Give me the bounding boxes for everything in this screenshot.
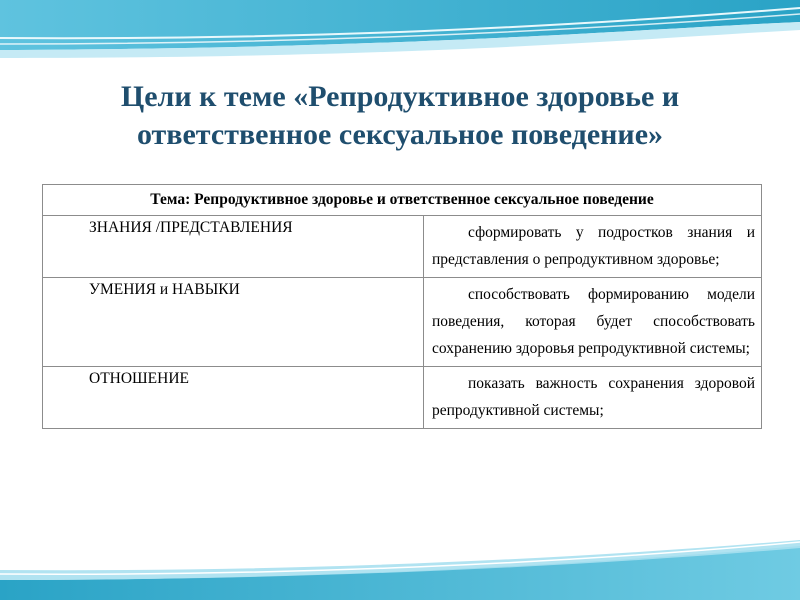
- goals-table: [42, 184, 762, 429]
- category-cell: ЗНАНИЯ /ПРЕДСТАВЛЕНИЯ: [43, 216, 424, 278]
- decorative-bottom-wave: [0, 540, 800, 600]
- goal-text: способствовать формированию модели поведения, которая будет способствовать сохранению здоровья репродуктивной системы;: [432, 286, 755, 357]
- category-cell: ОТНОШЕНИЕ: [43, 367, 424, 429]
- goal-cell: [424, 367, 762, 429]
- goal-cell: [424, 278, 762, 367]
- table-header: Тема: Репродуктивное здоровье и ответственное сексуальное поведение: [43, 185, 762, 216]
- goal-cell: [424, 216, 762, 278]
- table-header-row: [43, 185, 762, 216]
- decorative-top-wave: [0, 0, 800, 70]
- table-row: [43, 216, 762, 278]
- table-row: [43, 367, 762, 429]
- goal-text: показать важность сохранения здоровой репродуктивной системы;: [432, 375, 755, 419]
- page-title: Цели к теме «Репродуктивное здоровье и ответственное сексуальное поведение»: [120, 80, 680, 151]
- category-cell: УМЕНИЯ и НАВЫКИ: [43, 278, 424, 367]
- goal-text: сформировать у подростков знания и представления о репродуктивном здоровье;: [432, 224, 755, 268]
- table-row: [43, 278, 762, 367]
